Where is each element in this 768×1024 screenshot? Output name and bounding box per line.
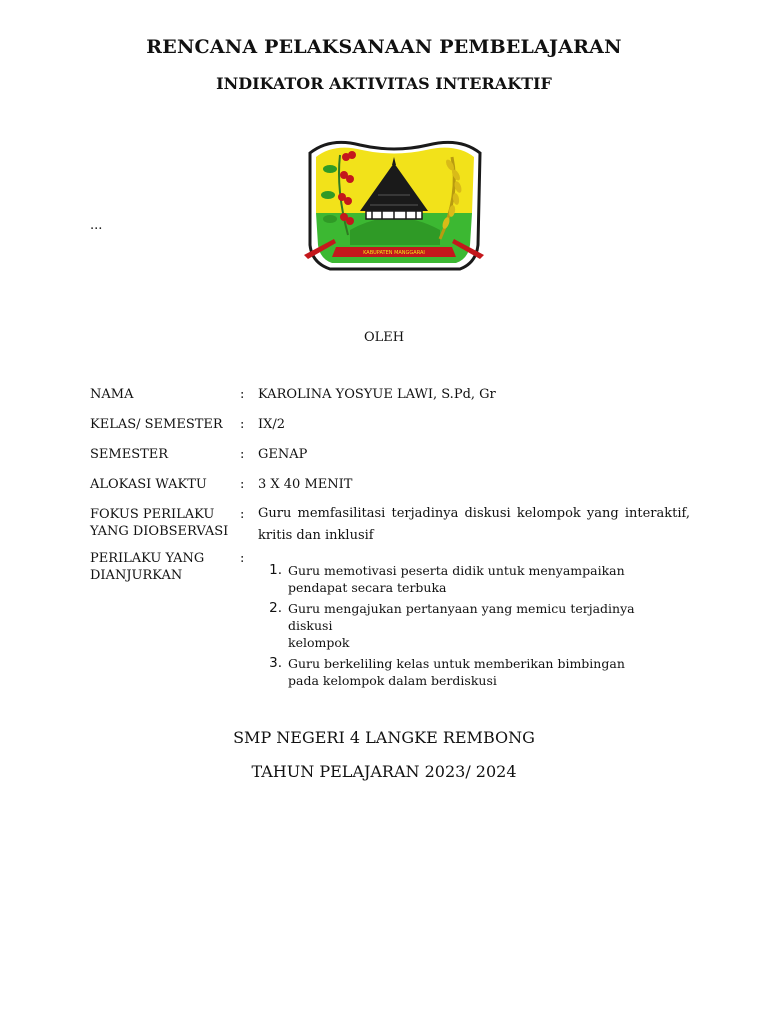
school-name: SMP NEGERI 4 LANGKE REMBONG <box>233 728 535 747</box>
kelas-label: KELAS/ SEMESTER <box>90 417 223 432</box>
list-item-line1: Guru mengajukan pertanyaan yang memicu terjadinya diskusi <box>288 601 635 633</box>
list-item-number: 2. <box>269 600 282 616</box>
fokus-label-line1: FOKUS PERILAKU <box>90 507 215 522</box>
nama-label: NAMA <box>90 387 134 402</box>
list-item-number: 1. <box>269 562 282 578</box>
perilaku-list <box>258 562 690 689</box>
manggarai-regency-emblem-icon <box>300 135 488 275</box>
perilaku-value <box>258 550 690 693</box>
colon: : <box>240 417 245 432</box>
list-item-text <box>288 655 678 689</box>
oleh-label: OLEH <box>363 330 405 345</box>
colon: : <box>240 387 245 402</box>
academic-year: TAHUN PELAJARAN 2023/ 2024 <box>251 762 517 781</box>
list-item <box>258 562 690 596</box>
fokus-label-line2: YANG DIOBSERVASI <box>90 524 229 539</box>
perilaku-label-line1: PERILAKU YANG <box>90 551 205 566</box>
alokasi-value: 3 X 40 MENIT <box>258 477 353 492</box>
ellipsis-text: ... <box>90 218 103 233</box>
fokus-label <box>90 506 240 540</box>
nama-value: KAROLINA YOSYUE LAWI, S.Pd, Gr <box>258 387 496 402</box>
list-item-line2: pada kelompok dalam berdiskusi <box>288 673 497 688</box>
info-row-alokasi <box>90 476 690 506</box>
info-table <box>90 386 690 693</box>
list-item-text <box>288 562 678 596</box>
info-row-semester <box>90 446 690 476</box>
perilaku-label <box>90 550 240 584</box>
fokus-value: Guru memfasilitasi terjadinya diskusi kelompok yang interaktif, kritis dan inklusif <box>258 506 690 543</box>
colon: : <box>240 447 245 462</box>
list-item-text <box>288 600 678 651</box>
semester-value: GENAP <box>258 447 308 462</box>
info-row-perilaku <box>90 550 690 693</box>
colon: : <box>240 551 245 566</box>
colon: : <box>240 507 245 522</box>
document-title: RENCANA PELAKSANAAN PEMBELAJARAN <box>146 36 622 58</box>
info-row-kelas <box>90 416 690 446</box>
info-row-fokus <box>90 506 690 550</box>
colon: : <box>240 477 245 492</box>
alokasi-label: ALOKASI WAKTU <box>90 477 207 492</box>
perilaku-label-line2: DIANJURKAN <box>90 568 183 583</box>
document-subtitle: INDIKATOR AKTIVITAS INTERAKTIF <box>216 74 552 93</box>
kelas-value: IX/2 <box>258 417 286 432</box>
list-item <box>258 655 690 689</box>
info-row-nama <box>90 386 690 416</box>
list-item <box>258 600 690 651</box>
list-item-line1: Guru berkeliling kelas untuk memberikan bimbingan <box>288 656 625 671</box>
list-item-line2: kelompok <box>288 635 350 650</box>
list-item-line1: Guru memotivasi peserta didik untuk menyampaikan <box>288 563 625 578</box>
emblem-banner-text: KABUPATEN MANGGARAI <box>363 250 425 256</box>
list-item-line2: pendapat secara terbuka <box>288 580 447 595</box>
list-item-number: 3. <box>269 655 282 671</box>
semester-label: SEMESTER <box>90 447 169 462</box>
